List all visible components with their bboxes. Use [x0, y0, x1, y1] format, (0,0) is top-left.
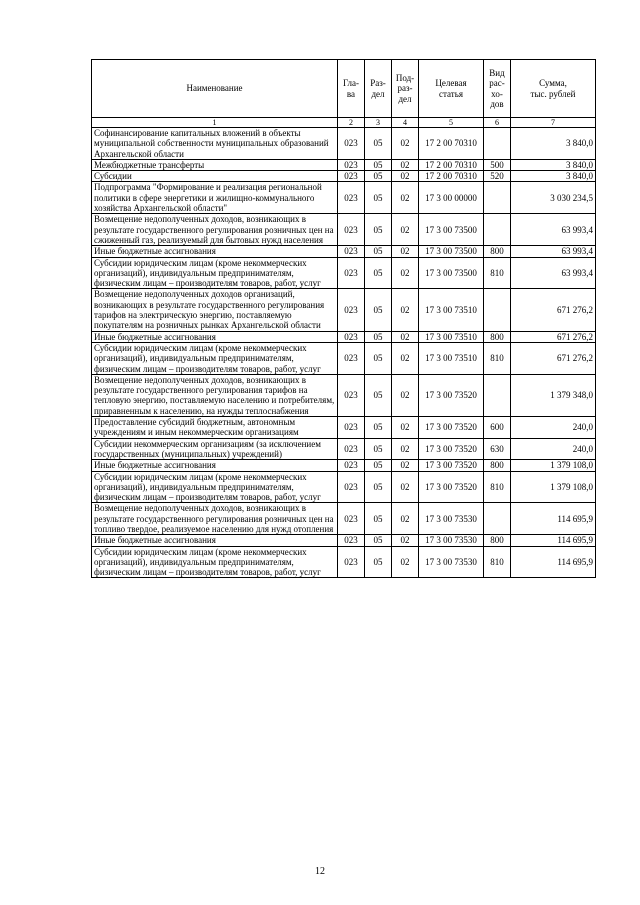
header-name: Наименование: [92, 60, 338, 118]
row-amount: 671 276,2: [511, 331, 596, 342]
row-podrazdel: 02: [392, 289, 419, 331]
row-amount: 3 840,0: [511, 128, 596, 160]
row-razdel: 05: [365, 289, 392, 331]
row-podrazdel: 02: [392, 460, 419, 471]
row-name: Субсидии юридическим лицам (кроме некоммерческих организаций), индивидуальным предпринимателям, физическим лицам – производителям товаров, работ, услуг: [92, 342, 338, 374]
column-number: 7: [511, 118, 596, 128]
row-target-article: 17 3 00 73530: [419, 503, 484, 535]
row-podrazdel: 02: [392, 214, 419, 246]
row-podrazdel: 02: [392, 438, 419, 460]
table-row: [92, 289, 596, 331]
row-amount: 671 276,2: [511, 342, 596, 374]
row-glava: 023: [338, 546, 365, 578]
row-name: Иные бюджетные ассигнования: [92, 331, 338, 342]
row-expense-type: [484, 289, 511, 331]
row-name: Субсидии юридическим лицам (кроме некоммерческих организаций), индивидуальным предпринимателям, физическим лицам – производителям товаров, работ, услуг: [92, 546, 338, 578]
row-glava: 023: [338, 257, 365, 289]
header-celevaya: Целевая статья: [419, 60, 484, 118]
row-razdel: 05: [365, 342, 392, 374]
row-glava: 023: [338, 246, 365, 257]
row-expense-type: [484, 214, 511, 246]
row-expense-type: 800: [484, 331, 511, 342]
row-glava: 023: [338, 417, 365, 439]
row-expense-type: 630: [484, 438, 511, 460]
row-name: Субсидии юридическим лицам (кроме некоммерческих организаций), индивидуальным предпринимателям, физическим лицам – производителям товаров, работ, услуг: [92, 257, 338, 289]
row-name: Возмещение недополученных доходов, возникающих в результате государственного регулирования розничных цен на сжиженный газ, реализуемый для бытовых нужд населения: [92, 214, 338, 246]
row-podrazdel: 02: [392, 546, 419, 578]
row-target-article: 17 3 00 73520: [419, 374, 484, 416]
row-glava: 023: [338, 471, 365, 503]
row-name: Возмещение недополученных доходов организаций, возникающих в результате государственного регулирования тарифов на электрическую энергию, поставляемую покупателям на розничных рынках Архангельской области: [92, 289, 338, 331]
row-target-article: 17 3 00 73530: [419, 535, 484, 546]
row-amount: 114 695,9: [511, 535, 596, 546]
row-glava: 023: [338, 438, 365, 460]
row-target-article: 17 2 00 70310: [419, 171, 484, 182]
row-amount: 3 030 234,5: [511, 182, 596, 214]
row-name: Иные бюджетные ассигнования: [92, 246, 338, 257]
row-amount: 63 993,4: [511, 246, 596, 257]
header-razdel: Раз- дел: [365, 60, 392, 118]
row-amount: 671 276,2: [511, 289, 596, 331]
table-row: [92, 257, 596, 289]
row-razdel: 05: [365, 417, 392, 439]
row-expense-type: 810: [484, 471, 511, 503]
row-glava: 023: [338, 460, 365, 471]
table-row: [92, 128, 596, 160]
row-glava: 023: [338, 289, 365, 331]
row-amount: 63 993,4: [511, 214, 596, 246]
row-razdel: 05: [365, 171, 392, 182]
page-number: 12: [315, 866, 325, 877]
column-number: 3: [365, 118, 392, 128]
row-expense-type: 800: [484, 535, 511, 546]
row-name: Возмещение недополученных доходов, возникающих в результате государственного регулирования тарифов на тепловую энергию, поставляемую населению и потребителям, приравненным к населению, на нужды теплоснабжения: [92, 374, 338, 416]
row-expense-type: 500: [484, 159, 511, 170]
row-razdel: 05: [365, 182, 392, 214]
table-row: [92, 342, 596, 374]
column-number-row: [92, 118, 596, 128]
table-row: [92, 460, 596, 471]
table-body: [92, 128, 596, 578]
row-name: Иные бюджетные ассигнования: [92, 460, 338, 471]
row-amount: 114 695,9: [511, 503, 596, 535]
table-row: [92, 438, 596, 460]
row-podrazdel: 02: [392, 159, 419, 170]
row-name: Субсидии некоммерческим организациям (за исключением государственных (муниципальных) учреждений): [92, 438, 338, 460]
row-podrazdel: 02: [392, 342, 419, 374]
row-razdel: 05: [365, 460, 392, 471]
row-razdel: 05: [365, 246, 392, 257]
column-number: 1: [92, 118, 338, 128]
row-razdel: 05: [365, 503, 392, 535]
table-row: [92, 546, 596, 578]
table-row: [92, 246, 596, 257]
row-name: Субсидии: [92, 171, 338, 182]
row-glava: 023: [338, 331, 365, 342]
table-row: [92, 182, 596, 214]
row-expense-type: 800: [484, 460, 511, 471]
header-glava: Гла- ва: [338, 60, 365, 118]
row-expense-type: 810: [484, 257, 511, 289]
column-number: 2: [338, 118, 365, 128]
row-expense-type: 800: [484, 246, 511, 257]
row-glava: 023: [338, 182, 365, 214]
row-expense-type: [484, 128, 511, 160]
row-name: Софинансирование капитальных вложений в объекты муниципальной собственности муниципальных образований Архангельской области: [92, 128, 338, 160]
row-podrazdel: 02: [392, 417, 419, 439]
row-expense-type: [484, 503, 511, 535]
table-row: [92, 171, 596, 182]
row-podrazdel: 02: [392, 171, 419, 182]
row-name: Подпрограмма "Формирование и реализация региональной политики в сфере энергетики и жилищно-коммунального хозяйства Архангельской области": [92, 182, 338, 214]
column-number: 6: [484, 118, 511, 128]
row-target-article: 17 3 00 73500: [419, 214, 484, 246]
row-glava: 023: [338, 128, 365, 160]
row-podrazdel: 02: [392, 182, 419, 214]
row-amount: 1 379 108,0: [511, 460, 596, 471]
row-razdel: 05: [365, 257, 392, 289]
row-target-article: 17 3 00 73530: [419, 546, 484, 578]
row-podrazdel: 02: [392, 128, 419, 160]
row-expense-type: 810: [484, 342, 511, 374]
row-glava: 023: [338, 159, 365, 170]
table-row: [92, 214, 596, 246]
row-name: Межбюджетные трансферты: [92, 159, 338, 170]
column-number: 4: [392, 118, 419, 128]
header-summa: Сумма, тыс. рублей: [511, 60, 596, 118]
row-amount: 1 379 108,0: [511, 471, 596, 503]
column-number: 5: [419, 118, 484, 128]
row-target-article: 17 3 00 73500: [419, 257, 484, 289]
row-amount: 1 379 348,0: [511, 374, 596, 416]
row-amount: 114 695,9: [511, 546, 596, 578]
row-amount: 240,0: [511, 417, 596, 439]
row-glava: 023: [338, 342, 365, 374]
row-target-article: 17 3 00 73510: [419, 331, 484, 342]
row-razdel: 05: [365, 546, 392, 578]
row-target-article: 17 3 00 73500: [419, 246, 484, 257]
row-amount: 63 993,4: [511, 257, 596, 289]
header-vid: Вид рас- хо- дов: [484, 60, 511, 118]
row-glava: 023: [338, 374, 365, 416]
row-expense-type: 810: [484, 546, 511, 578]
row-target-article: 17 3 00 00000: [419, 182, 484, 214]
row-razdel: 05: [365, 159, 392, 170]
row-glava: 023: [338, 214, 365, 246]
row-razdel: 05: [365, 438, 392, 460]
row-amount: 240,0: [511, 438, 596, 460]
table-row: [92, 417, 596, 439]
row-target-article: 17 3 00 73510: [419, 289, 484, 331]
header-row: [92, 60, 596, 118]
row-podrazdel: 02: [392, 374, 419, 416]
row-razdel: 05: [365, 374, 392, 416]
row-name: Предоставление субсидий бюджетным, автономным учреждениям и иным некоммерческим организациям: [92, 417, 338, 439]
row-expense-type: [484, 182, 511, 214]
row-target-article: 17 3 00 73520: [419, 471, 484, 503]
row-amount: 3 840,0: [511, 159, 596, 170]
row-razdel: 05: [365, 471, 392, 503]
row-razdel: 05: [365, 214, 392, 246]
row-podrazdel: 02: [392, 331, 419, 342]
budget-table: [91, 59, 596, 578]
table-row: [92, 159, 596, 170]
row-name: Иные бюджетные ассигнования: [92, 535, 338, 546]
row-glava: 023: [338, 535, 365, 546]
row-razdel: 05: [365, 331, 392, 342]
row-target-article: 17 3 00 73520: [419, 460, 484, 471]
row-name: Возмещение недополученных доходов, возникающих в результате государственного регулирования розничных цен на топливо твердое, реализуемое населению для нужд отопления: [92, 503, 338, 535]
row-podrazdel: 02: [392, 246, 419, 257]
row-razdel: 05: [365, 128, 392, 160]
row-glava: 023: [338, 171, 365, 182]
table-row: [92, 331, 596, 342]
header-podrazdel: Под- раз- дел: [392, 60, 419, 118]
row-expense-type: 520: [484, 171, 511, 182]
table-row: [92, 503, 596, 535]
row-amount: 3 840,0: [511, 171, 596, 182]
table-row: [92, 374, 596, 416]
table-row: [92, 471, 596, 503]
row-podrazdel: 02: [392, 471, 419, 503]
row-podrazdel: 02: [392, 503, 419, 535]
row-expense-type: 600: [484, 417, 511, 439]
row-podrazdel: 02: [392, 535, 419, 546]
row-target-article: 17 2 00 70310: [419, 159, 484, 170]
row-target-article: 17 3 00 73510: [419, 342, 484, 374]
row-glava: 023: [338, 503, 365, 535]
row-target-article: 17 3 00 73520: [419, 417, 484, 439]
table-row: [92, 535, 596, 546]
row-podrazdel: 02: [392, 257, 419, 289]
row-target-article: 17 3 00 73520: [419, 438, 484, 460]
row-razdel: 05: [365, 535, 392, 546]
row-name: Субсидии юридическим лицам (кроме некоммерческих организаций), индивидуальным предпринимателям, физическим лицам – производителям товаров, работ, услуг: [92, 471, 338, 503]
row-expense-type: [484, 374, 511, 416]
row-target-article: 17 2 00 70310: [419, 128, 484, 160]
